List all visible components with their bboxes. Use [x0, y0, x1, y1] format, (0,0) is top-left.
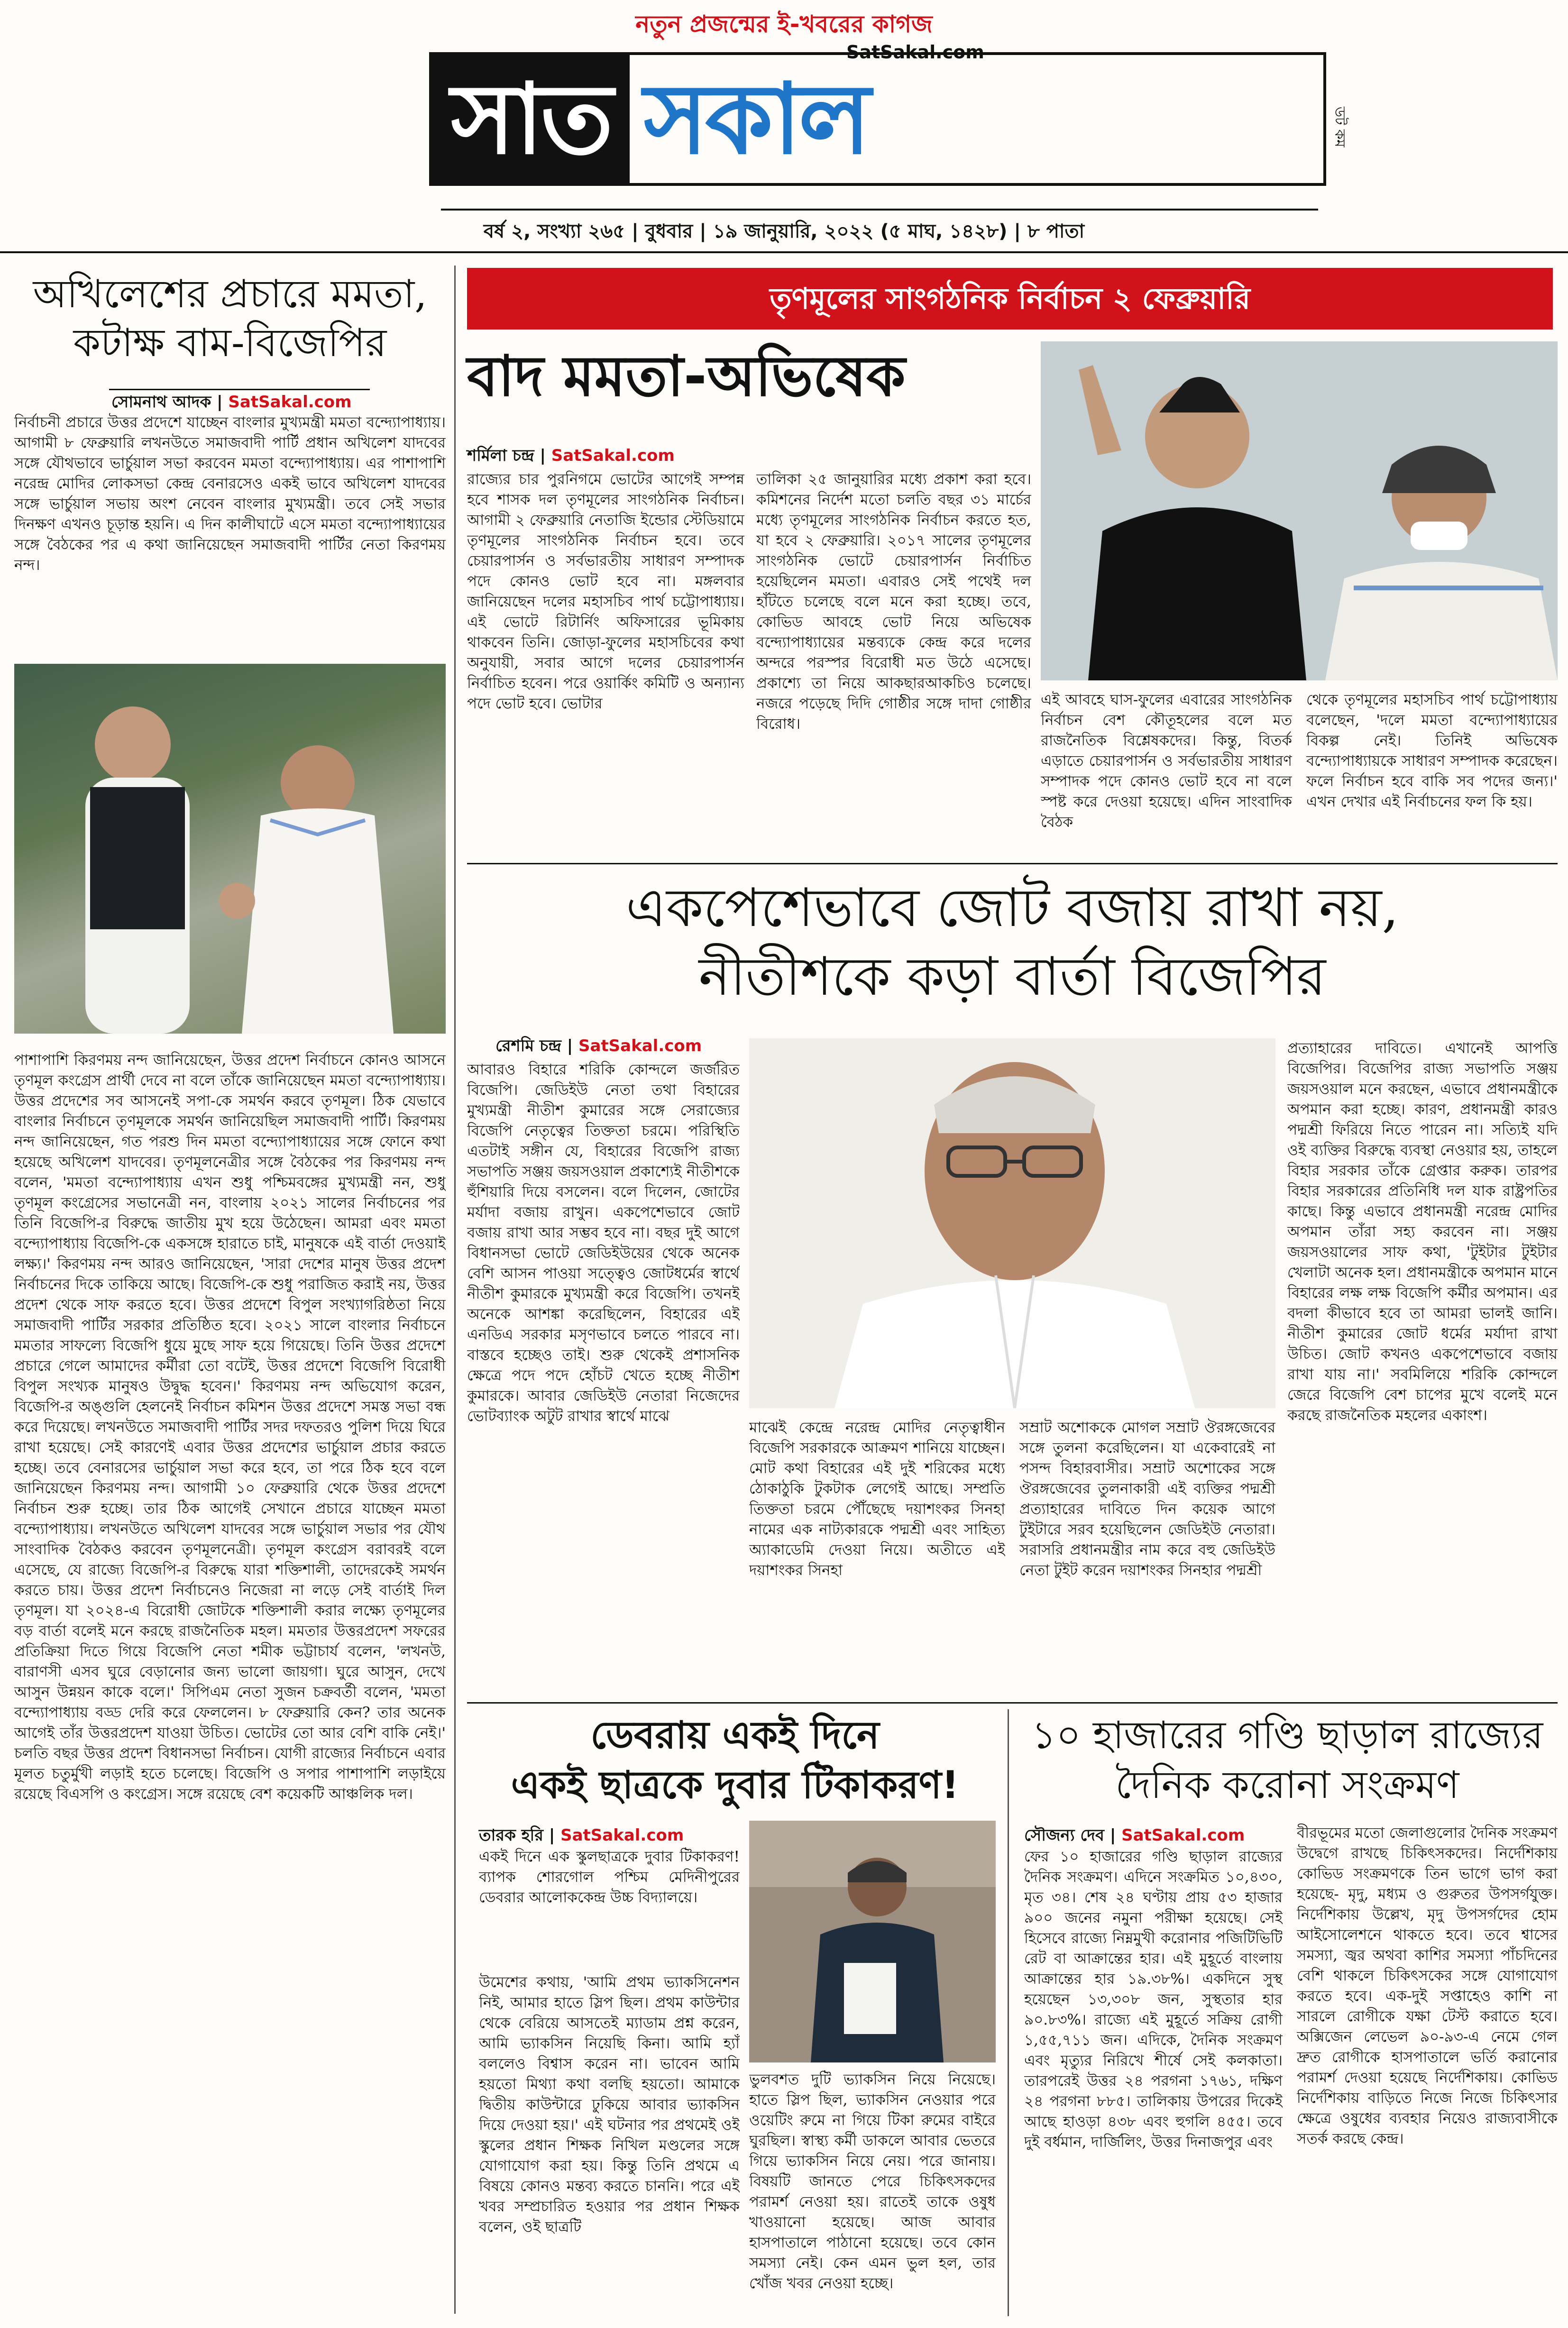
vaccine-headline-line2: একই ছাত্রকে দুবার টিকাকরণ! [511, 1763, 959, 1807]
vaccine-photo [749, 1821, 996, 2062]
vaccine-intro: একই দিনে এক স্কুলছাত্রকে দুবার টিকাকরণ! ব্যাপক শোরগোল পশ্চিম মেদিনীপুরের ডেবরার আলোককেন্দ্র উচ্চ বিদ্যালয়ে। [479, 1848, 740, 1906]
main-site[interactable]: SatSakal.com [551, 446, 675, 465]
masthead-title-part2: সকাল [643, 62, 868, 176]
masthead-title-part1: সাত [432, 55, 630, 183]
corona-author: সৌজন্য দেব [1024, 1826, 1104, 1845]
main-author: শর্মিলা চন্দ্র [467, 446, 534, 465]
vaccine-byline: তারক হরি | SatSakal.com [479, 1826, 684, 1845]
masthead-rule-top [441, 209, 1318, 211]
nitish-author: রেশমি চন্দ্র [495, 1036, 561, 1055]
corona-headline-line1: ১০ হাজারের গণ্ডি ছাড়াল রাজ্যের [1031, 1713, 1543, 1757]
masthead-tagline: নতুন প্রজন্মের ই-খবরের কাগজ [635, 10, 933, 38]
vaccine-headline-line1: ডেবরায় একই দিনে [590, 1713, 880, 1757]
main-bottom-rule [467, 863, 1558, 864]
student-photo [749, 1821, 996, 2062]
nitish-col4: প্রত্যাহারের দাবিতে। এখানেই আপত্তি বিজেপির। বিজেপির রাজ্য সভাপতি সঞ্জয় জয়সওয়াল মনে করছেন, এভাবে প্রধানমন্ত্রীকে অপমান করা হচ্ছে। কারণ, প্রধানমন্ত্রী কারও পদ্মশ্রী ফিরিয়ে নিতে পারেন না। সত্যিই যদি ওই ব্যক্তির বিরুদ্ধে ব্যবস্থা নেওয়ার হয়, তাহলে বিহার সরকার তাঁকে গ্রেপ্তার করুক। তারপর বিহার সরকারের প্রতিনিধি দল যাক রাষ্ট্রপতির কাছে। কিন্তু এভাবে প্রধানমন্ত্রী নরেন্দ্র মোদির অপমান তাঁরা সহ্য করবেন না। সঞ্জয় জয়সওয়ালের সাফ কথা, 'টুইটার টুইটার খেলাটা অনেক হল। প্রধানমন্ত্রীকে অপমান মানে বিহারের লক্ষ লক্ষ বিজেপি কর্মীর অপমান। এর বদলা কীভাবে হবে তা আমরা ভালই জানি। নীতীশ কুমারের জোট ধর্মের মর্যাদা রাখা উচিত। জোট কখনও একপেশেভাবে বজায় রাখা যায় না।' সবমিলিয়ে শরিকি কোন্দলে জেরে বিজেপি বেশ চাপের মুখে বলেই মনে করছে রাজনৈতিক মহলের একাংশ। [1287, 1040, 1558, 1424]
main-byline: শর্মিলা চন্দ্র | SatSakal.com [467, 446, 675, 465]
left-byline-rule [109, 389, 370, 390]
main-banner: তৃণমূলের সাংগঠনিক নির্বাচন ২ ফেব্রুয়ারি [467, 268, 1553, 330]
vaccine-corona-rule [1008, 1709, 1009, 2316]
vaccine-author: তারক হরি [479, 1826, 543, 1845]
main-col3: এই আবহে ঘাস-ফুলের এবারের সাংগঠনিক নির্বাচন বেশ কৌতূহলের বলে মত রাজনৈতিক বিশ্লেষকদের। কিন্তু, বিতর্ক এড়াতে চেয়ারপার্সন ও সর্বভারতীয় সাধারণ সম্পাদক পদে কোনও ভোট হবে না বলে স্পষ্ট করে দেওয়া হয়েছে। এদিন সাংবাদিক বৈঠক [1041, 691, 1292, 831]
left-column-rule [454, 266, 456, 2314]
left-headline: অখিলেশের প্রচারে মমতা, কটাক্ষ বাম-বিজেপির [33, 272, 427, 366]
masthead-site[interactable]: SatSakal.com [846, 42, 984, 63]
corona-col1: ফের ১০ হাজারের গণ্ডি ছাড়াল রাজ্যের দৈনিক সংক্রমণ। এদিনে সংক্রমিত ১০,৪৩০, মৃত ৩৪। শেষ ২৪ ঘণ্টায় প্রায় ৫৩ হাজার ৯০০ জনের নমুনা পরীক্ষা হয়েছে। সেই হিসেবে রাজ্যে নিম্নমুখী করোনার পজিটিভিটি রেট বা আক্রান্তের হার। এই মুহূর্তে বাংলায় আক্রান্তের হার ১৯.৩৮%। একদিনে সুস্থ হয়েছেন ১৩,৩০৮ জন, সুস্থতার হার ৯০.৮৩%। রাজ্যে এই মুহূর্তে সক্রিয় রোগী ১,৫৫,৭১১ জন। এদিকে, দৈনিক সংক্রমণ এবং মৃত্যুর নিরিখে শীর্ষে সেই কলকাতা। তারপরেই উত্তর ২৪ পরগনা ১৭৬১, দক্ষিণ ২৪ পরগনা ৮৮৫। তালিকায় উপরের দিকেই আছে হাওড়া ৪৩৮ এবং হুগলি ৪৫৫। তবে দুই বর্ধমান, দার্জিলিং, উত্তর দিনাজপুর এবং [1024, 1848, 1283, 2151]
nitish-bottom-rule [467, 1702, 1558, 1704]
nitish-photo [749, 1038, 1275, 1408]
left-intro: নির্বাচনী প্রচারে উত্তর প্রদেশে যাচ্ছেন বাংলার মুখ্যমন্ত্রী মমতা বন্দ্যোপাধ্যায়। আগামী ৮ ফেব্রুয়ারি লখনউতে সমাজবাদী পার্টি প্রধান অখিলেশ যাদবের সঙ্গে যৌথভাবে ভার্চুয়াল সভা করবেন মমতা বন্দ্যোপাধ্যায়। এর পাশাপাশি নরেন্দ্র মোদির লোকসভা কেন্দ্র বেনারসেও একই ভাবে অখিলেশ যাদবের সঙ্গে ভার্চুয়াল সভায় অংশ নেবেন বাংলার মুখ্যমন্ত্রী। তবে সেই সভার দিনক্ষণ এখনও চূড়ান্ত হয়নি। এ দিন কালীঘাটে এসে মমতা বন্দ্যোপাধ্যায়ের সঙ্গে বৈঠকের পর এ কথা জানিয়েছেন সমাজবাদী পার্টির নেতা কিরণময় নন্দ। [14, 414, 446, 574]
main-headline: বাদ মমতা-অভিষেক [467, 343, 906, 409]
akhilesh-mamata-photo [14, 664, 446, 1034]
left-author: সোমনাথ আদক [111, 393, 211, 412]
abhishek-mamata-photo [1041, 341, 1558, 680]
nitish-col1: আবারও বিহারে শরিকি কোন্দলে জর্জরিত বিজেপি। জেডিইউ নেতা তথা বিহারের মুখ্যমন্ত্রী নীতীশ কুমারের সঙ্গে সেরাজ্যের বিজেপি নেতৃত্বের তিক্ততা চরমে। পরিস্থিতি এতটাই সঙ্গীন যে, বিহারের বিজেপি রাজ্য সভাপতি সঞ্জয় জয়সওয়াল প্রকাশ্যেই নীতীশকে হুঁশিয়ারি দিয়ে বসলেন। বলে দিলেন, জোটের মর্যাদা বজায় রাখুন। একপেশেভাবে জোট বজায় রাখা আর সম্ভব হবে না। বছর দুই আগে বিধানসভা ভোটে জেডিইউয়ের থেকে অনেক বেশি আসন পাওয়া সত্ত্বেও জোটধর্মের স্বার্থে নীতীশ কুমারকে মুখ্যমন্ত্রী করে বিজেপি। তখনই অনেকে আশঙ্কা করেছিলেন, বিহারের এই এনডিএ সরকার মসৃণভাবে চলতে পারবে না। বাস্তবে হচ্ছেও তাই। শুরু থেকেই প্রশাসনিক ক্ষেত্রে পদে পদে হোঁচট খেতে হচ্ছে নীতীশ কুমারকে। আবার জেডিইউ নেতারা নিজেদের ভোটব্যাংক অটুট রাখার স্বার্থে মাঝে [467, 1061, 740, 1425]
nitish-col3: সম্রাট অশোককে মোগল সম্রাট ঔরঙ্গজেবের সঙ্গে তুলনা করেছিলেন। যা একেবারেই না পসন্দ বিহারবাসীর। সম্রাট অশোকের সঙ্গে ঔরঙ্গজেবের তুলনাকারী এই ব্যক্তির পদ্মশ্রী প্রত্যাহারের দাবিতে দিন কয়েক আগে টুইটারে সরব হয়েছিলেন জেডিইউ নেতারা। সরাসরি প্রধানমন্ত্রীর নাম করে বহু জেডিইউ নেতা টুইট করেন দয়াশংকর সিনহার পদ্মশ্রী [1019, 1419, 1275, 1579]
nitish-headline-line1: একপেশেভাবে জোট বজায় রাখা নয়, [625, 877, 1399, 939]
left-site[interactable]: SatSakal.com [228, 393, 352, 412]
masthead-side-tag: ডট কম [1331, 107, 1348, 147]
main-col4: থেকে তৃণমূলের মহাসচিব পার্থ চট্টোপাধ্যায় বলেছেন, 'দলে মমতা বন্দ্যোপাধ্যায়ের বিকল্প নেই। তিনিই অভিষেক বন্দ্যোপাধ্যায়কে সাধারণ সম্পাদক করেছেন। ফলে নির্বাচন হবে বাকি সব পদের জন্য।' এখন দেখার এই নির্বাচনের ফল কি হয়। [1306, 691, 1558, 810]
nitish-site[interactable]: SatSakal.com [578, 1036, 702, 1055]
masthead-rule-bottom [0, 251, 1568, 253]
corona-site[interactable]: SatSakal.com [1121, 1826, 1245, 1845]
nitish-headline-line2: নীতীশকে কড়া বার্তা বিজেপির [698, 946, 1326, 1008]
vaccine-col1: উমেশের কথায়, 'আমি প্রথম ভ্যাকসিনেশন নিই, আমার হাতে স্লিপ ছিল। প্রথম কাউন্টার থেকে বেরিয়ে আসতেই ম্যাডাম প্রশ্ন করেন, আমি ভ্যাকসিন নিয়েছি কিনা। আমি হ্যাঁ বললেও বিশ্বাস করেন না। ভাবেন আমি হয়তো মিথ্যা কথা বলছি হয়তো। আমাকে দ্বিতীয় কাউন্টারে ঢুকিয়ে আবার ভ্যাকসিন দিয়ে দেওয়া হয়।' এই ঘটনার পর প্রথমেই ওই স্কুলের প্রধান শিক্ষক নিখিল মণ্ডলের সঙ্গে যোগাযোগ করা হয়। কিন্তু তিনি প্রথমে এ বিষয়ে কোনও মন্তব্য করতে চাননি। পরে এই খবর সম্প্রচারিত হওয়ার পর প্রধান শিক্ষক বলেন, ওই ছাত্রটি [479, 1974, 740, 2236]
main-photo [1041, 341, 1558, 680]
dateline: বর্ষ ২, সংখ্যা ২৬৫ | বুধবার | ১৯ জানুয়ারি, ২০২২ (৫ মাঘ, ১৪২৮) | ৮ পাতা [483, 220, 1085, 242]
masthead-logo [429, 52, 1326, 186]
main-col2: তালিকা ২৫ জানুয়ারির মধ্যে প্রকাশ করা হবে। কমিশনের নির্দেশ মতো চলতি বছর ৩১ মার্চের মধ্যে তৃণমূলের সাংগঠনিক নির্বাচন করতে হত, যা হবে ২ ফেব্রুয়ারি। ২০১৭ সালের তৃণমূলের সাংগঠনিক ভোটে চেয়ারপার্সন নির্বাচিত হয়েছিলেন মমতা। এবারও সেই পথেই দল হাঁটতে চলেছে বলে মনে করা হচ্ছে। তবে, কোভিড আবহে ভোট নিয়ে অভিষেক বন্দ্যোপাধ্যায়ের মন্তব্যকে কেন্দ্র করে দলের অন্দরে পরস্পর বিরোধী মত উঠে এসেছে। প্রকাশ্যে তা নিয়ে আকছারআকচিও চলেছে। নজরে পড়েছে দিদি গোষ্ঠীর সঙ্গে দাদা গোষ্ঠীর বিরোধ। [756, 471, 1031, 733]
vaccine-col2: ভুলবশত দুটি ভ্যাকসিন নিয়ে নিয়েছে। হাতে স্লিপ ছিল, ভ্যাকসিন নেওয়ার পরে ওয়েটিং রুমে না গিয়ে টিকা রুমের বাইরে ঘুরছিল। স্বাস্থ্য কর্মী ডাকলে আবার ভেতরে গিয়ে ভ্যাকসিন নিয়ে নেয়। পরে জানায়। বিষয়টি জানতে পেরে চিকিৎসকদের পরামর্শ নেওয়া হয়। রাতেই তাকে ওষুধ খাওয়ানো হয়েছে। আজ আবার হাসপাতালে পাঠানো হয়েছে। তবে কোন সমস্যা নেই। কেন এমন ভুল হল, তার খোঁজ খবর নেওয়া হচ্ছে। [749, 2071, 996, 2292]
nitish-col2: মাঝেই কেন্দ্রে নরেন্দ্র মোদির নেতৃত্বাধীন বিজেপি সরকারকে আক্রমণ শানিয়ে যাচ্ছেন। মোট কথা বিহারের এই দুই শরিকের মধ্যে ঠোকাঠুকি টুকটাক লেগেই আছে। সম্প্রতি তিক্ততা চরমে পৌঁছেছে দয়াশংকর সিনহা নামের এক নাট্যকারকে পদ্মশ্রী এবং সাহিত্য অ্যাকাডেমি দেওয়া নিয়ে। অতীতে এই দয়াশংকর সিনহা [749, 1419, 1005, 1579]
vaccine-site[interactable]: SatSakal.com [560, 1826, 684, 1845]
corona-byline: সৌজন্য দেব | SatSakal.com [1024, 1826, 1245, 1845]
corona-col2: বীরভূমের মতো জেলাগুলোর দৈনিক সংক্রমণ উদ্বেগে রাখছে চিকিৎসকদের। নির্দেশিকায় কোভিড সংক্রমণকে তিন ভাগে ভাগ করা হয়েছে- মৃদু, মধ্যম ও গুরুতর উপসর্গযুক্ত। নির্দেশিকায় উল্লেখ, মৃদু উপসর্গদের হোম আইসোলেশনে থাকতে হবে। তবে শ্বাসের সমস্যা, জ্বর অথবা কাশির সমস্যা পাঁচদিনের বেশি থাকলে চিকিৎসকের সঙ্গে যোগাযোগ করতে হবে। এক-দুই সপ্তাহেও কাশি না সারলে রোগীকে যক্ষা টেস্ট করাতে হবে। অক্সিজেন লেভেল ৯০-৯৩-এ নেমে গেল দ্রুত রোগীকে হাসপাতালে ভর্তি করানোর পরামর্শ দেওয়া হয়েছে নির্দেশিকায়। কোভিড নির্দেশিকায় বাড়িতে নিজে নিজে চিকিৎসার ক্ষেত্রে ওষুধের ব্যবহার নিয়েও রাজ্যবাসীকে সতর্ক করছে কেন্দ্র। [1297, 1824, 1558, 2147]
main-col1: রাজ্যের চার পুরনিগমে ভোটের আগেই সম্পন্ন হবে শাসক দল তৃণমূলের সাংগঠনিক নির্বাচন। আগামী ২ ফেব্রুয়ারি নেতাজি ইন্ডোর স্টেডিয়ামে তৃণমূলের সাংগঠনিক নির্বাচন হবে। তবে চেয়ারপার্সন ও সর্বভারতীয় সাধারণ সম্পাদক পদে কোনও ভোট হবে না। মঙ্গলবার জানিয়েছেন দলের মহাসচিব পার্থ চট্টোপাধ্যায়। এই ভোটে রিটার্নিং অফিসারের ভূমিকায় থাকবেন তিনি। জোড়া-ফুলের মহাসচিবের কথা অনুযায়ী, সবার আগে দলের চেয়ারপার্সন নির্বাচিত হবেন। পরে ওয়ার্কিং কমিটি ও অন্যান্য পদে ভোট হবে। ভোটার [467, 471, 744, 712]
left-photo [14, 664, 446, 1034]
left-byline: সোমনাথ আদক | SatSakal.com [111, 393, 352, 412]
nitish-byline: রেশমি চন্দ্র | SatSakal.com [495, 1036, 702, 1055]
left-body: পাশাপাশি কিরণময় নন্দ জানিয়েছেন, উত্তর প্রদেশ নির্বাচনে কোনও আসনে তৃণমূল কংগ্রেস প্রার্থী দেবে না বলে তাঁকে জানিয়েছেন মমতা বন্দ্যোপাধ্যায়। উত্তর প্রদেশের সব আসনেই সপা-কে সমর্থন করবে তৃণমূল। ঠিক যেভাবে বাংলার নির্বাচনে তৃণমূলকে সমর্থন জানিয়েছিল সমাজবাদী পার্টি। কিরণময় নন্দ জানিয়েছেন, গত পরশু দিন মমতা বন্দ্যোপাধ্যায়ের সঙ্গে ফোনে কথা হয়েছে অখিলেশ যাদবের। তৃণমূলনেত্রীর সঙ্গে বৈঠকের পর কিরণময় নন্দ বলেন, 'মমতা বন্দ্যোপাধ্যায় এখন শুধু পশ্চিমবঙ্গের মুখ্যমন্ত্রী নন, শুধু তৃণমূল কংগ্রেসের সভানেত্রী নন, বাংলায় ২০২১ সালের নির্বাচনের পর তিনি বিজেপি-র বিরুদ্ধে জাতীয় মুখ হয়ে উঠেছেন। আমরা এবং মমতা বন্দ্যোপাধ্যায় বিজেপি-কে একসঙ্গে হারাতে চাই, মানুষকে এই বার্তা দেওয়াই লক্ষ্য।' কিরণময় নন্দ আরও জানিয়েছেন, 'সারা দেশের মানুষ উত্তর প্রদেশ নির্বাচনের দিকে তাকিয়ে আছে। বিজেপি-কে শুধু পরাজিত করাই নয়, উত্তর প্রদেশ থেকে সাফ করতে হবে। উত্তর প্রদেশে বিপুল সংখ্যাগরিষ্ঠতা নিয়ে সমাজবাদী পার্টির সরকার প্রতিষ্ঠিত হবে। ২০২১ সালে বাংলার নির্বাচনে মমতার সাফল্যে বিজেপি ধুয়ে মুছে সাফ হয়ে গিয়েছে। তিনি উত্তর প্রদেশে প্রচারে গেলে আমাদের কর্মীরা তো বটেই, উত্তর প্রদেশে বিজেপি বিরোধী বিপুল সংখ্যক মানুষও উদ্বুদ্ধ হবেন।' কিরণময় নন্দ অভিযোগ করেন, বিজেপি-র অঙ্গুলি হেলনেই নির্বাচন কমিশন উত্তর প্রদেশে সমস্ত সভা বন্ধ করে দিয়েছে। লখনউতে সমাজবাদী পার্টির সদর দফতরও পুলিশ দিয়ে ঘিরে রাখা হয়েছে। সেই কারণেই এবার উত্তর প্রদেশের ভার্চুয়াল প্রচার করতে হচ্ছে। তবে বেনারসের ভার্চুয়াল সভা করে হবে, তা পরে ঠিক হবে বলে জানিয়েছেন কিরণময় নন্দ। আগামী ১০ ফেব্রুয়ারি থেকে উত্তর প্রদেশে নির্বাচন শুরু হচ্ছে। তার ঠিক আগেই সেখানে প্রচারে যাচ্ছেন মমতা বন্দ্যোপাধ্যায়। লখনউতে অখিলেশ যাদবের সঙ্গে ভার্চুয়াল সভার পর যৌথ সাংবাদিক বৈঠকও করবেন তৃণমূলনেত্রী। তৃণমূল কংগ্রেস বরাবরই বলে এসেছে, যে রাজ্যে বিজেপি-র বিরুদ্ধে যারা শক্তিশালী, তাদেরকেই সমর্থন করতে চায়। উত্তর প্রদেশ নির্বাচনেও নিজেরা না লড়ে সেই বার্তাই দিল তৃণমূল। যা ২০২৪-এ বিরোধী জোটকে শক্তিশালী করার লক্ষ্যে তৃণমূলের বড় বার্তা বলেই মনে করছে রাজনৈতিক মহল। মমতার উত্তরপ্রদেশ সফরের প্রতিক্রিয়া দিতে গিয়ে বিজেপি নেতা শমীক ভট্টাচার্য বলেন, 'লখনউ, বারাণসী এসব ঘুরে বেড়ানোর জন্য ভালো জায়গা। ঘুরে আসুন, দেখে আসুন উন্নয়ন কাকে বলে।' সিপিএম নেতা সুজন চক্রবর্তী বলেন, 'মমতা বন্দ্যোপাধ্যায় বড্ড দেরি করে ফেললেন। ৮ ফেব্রুয়ারি কেন? তার অনেক আগেই তাঁর উত্তরপ্রদেশ যাওয়া উচিত। ভোটের তো আর বেশি বাকি নেই।' চলতি বছর উত্তর প্রদেশ বিধানসভা নির্বাচন। যোগী রাজ্যের নির্বাচনে এবার মূলত চতুর্মুখী লড়াই হতে চলেছে। বিজেপি ও সপার পাশাপাশি লড়াইয়ে রয়েছে বিএসপি ও কংগ্রেস। সঙ্গে রয়েছে বেশ কয়েকটি আঞ্চলিক দল। [14, 1052, 446, 1803]
corona-headline-line2: দৈনিক করোনা সংক্রমণ [1115, 1763, 1459, 1807]
nitish-kumar-photo [749, 1038, 1275, 1408]
